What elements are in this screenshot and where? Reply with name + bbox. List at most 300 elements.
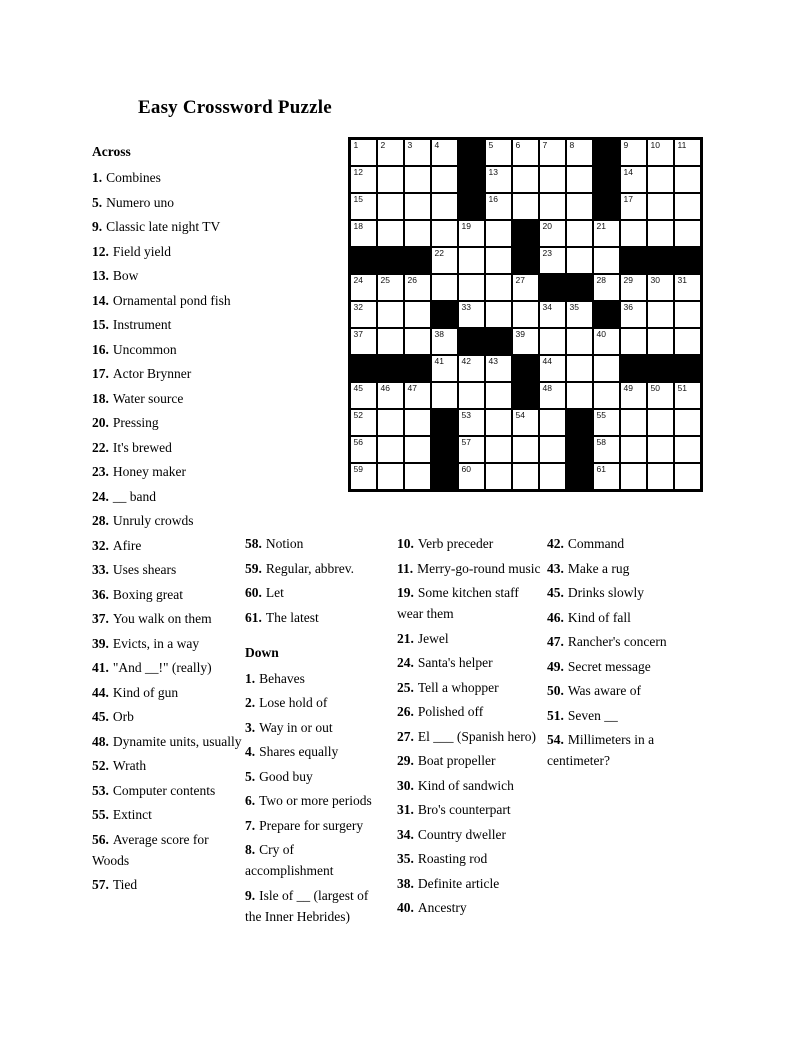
answer-cell[interactable] bbox=[513, 437, 538, 462]
answer-cell[interactable] bbox=[540, 437, 565, 462]
cell-number: 48 bbox=[542, 383, 552, 393]
clue-text: Let bbox=[265, 585, 284, 600]
cell-number: 11 bbox=[677, 140, 687, 150]
clue-number: 50. bbox=[547, 683, 564, 698]
clue-number: 4. bbox=[245, 744, 256, 759]
clue-number: 39. bbox=[92, 635, 109, 651]
clue-text: Dynamite units, usually bbox=[112, 733, 242, 749]
clue-text: Notion bbox=[265, 536, 304, 551]
clue-number: 18. bbox=[92, 390, 109, 406]
clue-number: 22. bbox=[92, 439, 109, 455]
answer-cell[interactable] bbox=[432, 221, 457, 246]
cell-number: 50 bbox=[650, 383, 660, 393]
clue-number: 35. bbox=[397, 851, 414, 866]
clue-number: 28. bbox=[92, 513, 109, 528]
answer-cell[interactable] bbox=[459, 275, 484, 300]
answer-cell[interactable] bbox=[432, 275, 457, 300]
clue-text: Numero uno bbox=[106, 194, 174, 210]
answer-cell[interactable] bbox=[594, 464, 619, 489]
clue-item bbox=[92, 265, 242, 286]
answer-cell[interactable] bbox=[351, 167, 376, 192]
answer-cell[interactable] bbox=[621, 383, 646, 408]
clue-text: Tell a whopper bbox=[417, 679, 499, 695]
cell-number: 26 bbox=[407, 275, 417, 285]
answer-cell[interactable] bbox=[378, 140, 403, 165]
answer-cell[interactable] bbox=[351, 194, 376, 219]
clue-item bbox=[92, 608, 242, 629]
answer-cell[interactable] bbox=[540, 194, 565, 219]
cell-number: 40 bbox=[596, 329, 606, 339]
black-cell bbox=[378, 248, 403, 273]
answer-cell[interactable] bbox=[594, 221, 619, 246]
cell-number: 45 bbox=[353, 383, 363, 393]
answer-cell[interactable] bbox=[540, 221, 565, 246]
down-clues-column-2 bbox=[397, 533, 547, 922]
answer-cell[interactable] bbox=[621, 464, 646, 489]
clue-text: Classic late night TV bbox=[106, 219, 221, 234]
answer-cell[interactable] bbox=[459, 410, 484, 435]
answer-cell[interactable] bbox=[648, 275, 673, 300]
clue-text: Regular, abbrev. bbox=[265, 560, 355, 576]
answer-cell[interactable] bbox=[405, 275, 430, 300]
clue-number: 46. bbox=[547, 609, 564, 625]
answer-cell[interactable] bbox=[540, 248, 565, 273]
black-cell bbox=[459, 167, 484, 192]
answer-cell[interactable] bbox=[621, 329, 646, 354]
clue-number: 51. bbox=[547, 707, 564, 723]
clue-item bbox=[547, 631, 703, 652]
clue-item bbox=[245, 790, 383, 811]
answer-cell[interactable] bbox=[594, 356, 619, 381]
answer-cell[interactable] bbox=[648, 167, 673, 192]
answer-cell[interactable] bbox=[675, 329, 700, 354]
answer-cell[interactable] bbox=[378, 383, 403, 408]
cell-number: 60 bbox=[461, 464, 471, 474]
clue-text: Verb preceder bbox=[417, 536, 494, 551]
clue-number: 24. bbox=[92, 488, 109, 504]
clue-text: Wrath bbox=[112, 758, 147, 773]
clue-number: 17. bbox=[92, 366, 109, 381]
clue-number: 27. bbox=[397, 728, 414, 744]
answer-cell[interactable] bbox=[513, 464, 538, 489]
black-cell bbox=[594, 302, 619, 327]
clue-item bbox=[245, 607, 383, 628]
answer-cell[interactable] bbox=[540, 140, 565, 165]
answer-cell[interactable] bbox=[486, 383, 511, 408]
clue-number: 59. bbox=[245, 560, 262, 576]
answer-cell[interactable] bbox=[432, 140, 457, 165]
clue-text: Merry-go-round music bbox=[417, 560, 541, 576]
clue-item bbox=[397, 652, 547, 673]
clue-text: Cry of accomplishment bbox=[245, 842, 334, 878]
answer-cell[interactable] bbox=[486, 302, 511, 327]
clue-text: Polished off bbox=[417, 704, 484, 719]
clue-text: Kind of fall bbox=[567, 609, 631, 625]
answer-cell[interactable] bbox=[567, 221, 592, 246]
clue-text: Uses shears bbox=[112, 562, 177, 577]
cell-number: 20 bbox=[542, 221, 552, 231]
answer-cell[interactable] bbox=[351, 410, 376, 435]
answer-cell[interactable] bbox=[621, 194, 646, 219]
answer-cell[interactable] bbox=[675, 221, 700, 246]
answer-cell[interactable] bbox=[378, 221, 403, 246]
answer-cell[interactable] bbox=[567, 356, 592, 381]
answer-cell[interactable] bbox=[621, 302, 646, 327]
cell-number: 30 bbox=[650, 275, 660, 285]
black-cell bbox=[513, 221, 538, 246]
cell-number: 46 bbox=[380, 383, 390, 393]
answer-cell[interactable] bbox=[621, 140, 646, 165]
clue-number: 54. bbox=[547, 732, 564, 747]
clue-number: 31. bbox=[397, 802, 414, 817]
answer-cell[interactable] bbox=[378, 437, 403, 462]
clue-text: Isle of __ (largest of the Inner Hebrides) bbox=[245, 887, 369, 924]
clue-item bbox=[397, 701, 547, 722]
answer-cell[interactable] bbox=[594, 410, 619, 435]
answer-cell[interactable] bbox=[567, 140, 592, 165]
answer-cell[interactable] bbox=[351, 140, 376, 165]
clue-item bbox=[245, 582, 383, 603]
cell-number: 22 bbox=[434, 248, 444, 258]
black-cell bbox=[594, 140, 619, 165]
answer-cell[interactable] bbox=[486, 464, 511, 489]
clue-item bbox=[92, 437, 242, 458]
answer-cell[interactable] bbox=[594, 248, 619, 273]
clue-text: Field yield bbox=[112, 243, 171, 259]
answer-cell[interactable] bbox=[675, 194, 700, 219]
answer-cell[interactable] bbox=[459, 437, 484, 462]
clue-number: 38. bbox=[397, 875, 414, 891]
cell-number: 59 bbox=[353, 464, 363, 474]
clue-item bbox=[245, 741, 383, 762]
answer-cell[interactable] bbox=[648, 194, 673, 219]
clue-text: The latest bbox=[265, 609, 319, 625]
answer-cell[interactable] bbox=[405, 410, 430, 435]
cell-number: 18 bbox=[353, 221, 363, 231]
answer-cell[interactable] bbox=[567, 329, 592, 354]
answer-cell[interactable] bbox=[621, 437, 646, 462]
clue-item bbox=[92, 388, 242, 409]
answer-cell[interactable] bbox=[540, 383, 565, 408]
clue-text: Some kitchen staff wear them bbox=[397, 585, 519, 621]
answer-cell[interactable] bbox=[405, 140, 430, 165]
answer-cell[interactable] bbox=[621, 221, 646, 246]
answer-cell[interactable] bbox=[486, 437, 511, 462]
answer-cell[interactable] bbox=[378, 275, 403, 300]
answer-cell[interactable] bbox=[648, 140, 673, 165]
clue-item bbox=[547, 680, 703, 701]
answer-cell[interactable] bbox=[621, 410, 646, 435]
black-cell bbox=[594, 167, 619, 192]
answer-cell[interactable] bbox=[594, 437, 619, 462]
clue-item bbox=[397, 848, 547, 869]
answer-cell[interactable] bbox=[513, 275, 538, 300]
clue-number: 44. bbox=[92, 684, 109, 700]
cell-number: 33 bbox=[461, 302, 471, 312]
cell-number: 51 bbox=[677, 383, 687, 393]
clue-item bbox=[397, 775, 547, 796]
cell-number: 6 bbox=[515, 140, 521, 150]
clue-number: 9. bbox=[245, 887, 256, 903]
answer-cell[interactable] bbox=[621, 167, 646, 192]
clue-item bbox=[92, 657, 242, 678]
clue-number: 43. bbox=[547, 560, 564, 576]
answer-cell[interactable] bbox=[432, 329, 457, 354]
answer-cell[interactable] bbox=[378, 464, 403, 489]
clue-number: 13. bbox=[92, 268, 109, 283]
clue-number: 3. bbox=[245, 719, 256, 735]
cell-number: 47 bbox=[407, 383, 417, 393]
answer-cell[interactable] bbox=[405, 221, 430, 246]
clue-text: Good buy bbox=[259, 768, 313, 784]
clue-text: Pressing bbox=[112, 415, 159, 430]
clue-number: 1. bbox=[92, 170, 103, 185]
cell-number: 42 bbox=[461, 356, 471, 366]
clue-text: Honey maker bbox=[112, 464, 186, 479]
cell-number: 2 bbox=[380, 140, 386, 150]
answer-cell[interactable] bbox=[486, 221, 511, 246]
answer-cell[interactable] bbox=[432, 248, 457, 273]
clue-item bbox=[92, 804, 242, 825]
clue-text: Water source bbox=[112, 390, 184, 406]
answer-cell[interactable] bbox=[405, 302, 430, 327]
answer-cell[interactable] bbox=[675, 302, 700, 327]
answer-cell[interactable] bbox=[405, 437, 430, 462]
clue-number: 16. bbox=[92, 341, 109, 357]
cell-number: 4 bbox=[434, 140, 440, 150]
cell-number: 9 bbox=[623, 140, 629, 150]
answer-cell[interactable] bbox=[432, 356, 457, 381]
answer-cell[interactable] bbox=[351, 464, 376, 489]
answer-cell[interactable] bbox=[513, 140, 538, 165]
cell-number: 15 bbox=[353, 194, 363, 204]
clue-text: Millimeters in a centimeter? bbox=[547, 732, 655, 768]
cell-number: 38 bbox=[434, 329, 444, 339]
cell-number: 3 bbox=[407, 140, 413, 150]
clue-item bbox=[92, 829, 242, 871]
clue-item bbox=[92, 559, 242, 580]
clue-item bbox=[92, 167, 242, 188]
answer-cell[interactable] bbox=[378, 167, 403, 192]
black-cell bbox=[351, 248, 376, 273]
answer-cell[interactable] bbox=[486, 248, 511, 273]
cell-number: 16 bbox=[488, 194, 498, 204]
answer-cell[interactable] bbox=[351, 221, 376, 246]
answer-cell[interactable] bbox=[405, 329, 430, 354]
answer-cell[interactable] bbox=[648, 221, 673, 246]
answer-cell[interactable] bbox=[648, 329, 673, 354]
clue-number: 52. bbox=[92, 758, 109, 773]
answer-cell[interactable] bbox=[351, 329, 376, 354]
answer-cell[interactable] bbox=[594, 275, 619, 300]
black-cell bbox=[405, 248, 430, 273]
cell-number: 10 bbox=[650, 140, 660, 150]
answer-cell[interactable] bbox=[648, 464, 673, 489]
answer-cell[interactable] bbox=[675, 464, 700, 489]
clue-text: Orb bbox=[112, 709, 134, 724]
answer-cell[interactable] bbox=[513, 194, 538, 219]
black-cell bbox=[567, 275, 592, 300]
answer-cell[interactable] bbox=[540, 356, 565, 381]
answer-cell[interactable] bbox=[513, 329, 538, 354]
answer-cell[interactable] bbox=[432, 194, 457, 219]
cell-number: 17 bbox=[623, 194, 633, 204]
answer-cell[interactable] bbox=[675, 275, 700, 300]
clue-number: 1. bbox=[245, 670, 256, 686]
clue-text: Afire bbox=[112, 537, 142, 553]
answer-cell[interactable] bbox=[351, 383, 376, 408]
clue-number: 49. bbox=[547, 658, 564, 674]
clue-item bbox=[92, 241, 242, 262]
black-cell bbox=[540, 275, 565, 300]
cell-number: 25 bbox=[380, 275, 390, 285]
answer-cell[interactable] bbox=[675, 140, 700, 165]
answer-cell[interactable] bbox=[567, 302, 592, 327]
clue-text: __ band bbox=[112, 488, 156, 504]
clue-number: 2. bbox=[245, 695, 256, 710]
cell-number: 5 bbox=[488, 140, 494, 150]
answer-cell[interactable] bbox=[432, 383, 457, 408]
clue-number: 9. bbox=[92, 219, 103, 234]
clue-number: 15. bbox=[92, 317, 109, 332]
clue-text: Roasting rod bbox=[417, 851, 488, 866]
black-cell bbox=[432, 437, 457, 462]
cell-number: 8 bbox=[569, 140, 575, 150]
answer-cell[interactable] bbox=[405, 194, 430, 219]
answer-cell[interactable] bbox=[486, 194, 511, 219]
answer-cell[interactable] bbox=[486, 410, 511, 435]
cell-number: 27 bbox=[515, 275, 525, 285]
answer-cell[interactable] bbox=[351, 437, 376, 462]
clue-number: 5. bbox=[245, 768, 256, 784]
answer-cell[interactable] bbox=[459, 248, 484, 273]
answer-cell[interactable] bbox=[540, 167, 565, 192]
cell-number: 56 bbox=[353, 437, 363, 447]
clue-item bbox=[245, 815, 383, 836]
answer-cell[interactable] bbox=[351, 302, 376, 327]
clue-text: El ___ (Spanish hero) bbox=[417, 728, 536, 744]
answer-cell[interactable] bbox=[675, 410, 700, 435]
answer-cell[interactable] bbox=[648, 437, 673, 462]
black-cell bbox=[513, 248, 538, 273]
clue-item bbox=[397, 582, 547, 624]
answer-cell[interactable] bbox=[405, 383, 430, 408]
answer-cell[interactable] bbox=[378, 194, 403, 219]
answer-cell[interactable] bbox=[567, 167, 592, 192]
clue-text: Actor Brynner bbox=[112, 366, 192, 381]
clue-item bbox=[245, 717, 383, 738]
answer-cell[interactable] bbox=[486, 356, 511, 381]
answer-cell[interactable] bbox=[513, 167, 538, 192]
clue-number: 45. bbox=[547, 585, 564, 600]
answer-cell[interactable] bbox=[459, 383, 484, 408]
answer-cell[interactable] bbox=[378, 329, 403, 354]
answer-cell[interactable] bbox=[405, 167, 430, 192]
cell-number: 43 bbox=[488, 356, 498, 366]
clue-item bbox=[92, 780, 242, 801]
clue-item bbox=[92, 290, 242, 311]
answer-cell[interactable] bbox=[675, 383, 700, 408]
clue-text: Bow bbox=[112, 268, 139, 283]
clue-text: It's brewed bbox=[112, 439, 172, 455]
clue-item bbox=[245, 885, 383, 927]
black-cell bbox=[567, 464, 592, 489]
clue-item bbox=[92, 633, 242, 654]
answer-cell[interactable] bbox=[486, 167, 511, 192]
answer-cell[interactable] bbox=[594, 383, 619, 408]
clue-number: 25. bbox=[397, 679, 414, 695]
answer-cell[interactable] bbox=[648, 383, 673, 408]
cell-number: 12 bbox=[353, 167, 363, 177]
answer-cell[interactable] bbox=[567, 383, 592, 408]
clue-text: Extinct bbox=[112, 807, 152, 822]
answer-cell[interactable] bbox=[567, 194, 592, 219]
clue-number: 40. bbox=[397, 900, 414, 915]
answer-cell[interactable] bbox=[648, 302, 673, 327]
answer-cell[interactable] bbox=[432, 167, 457, 192]
cell-number: 53 bbox=[461, 410, 471, 420]
clue-item bbox=[92, 510, 242, 531]
clue-text: Shares equally bbox=[259, 744, 339, 759]
answer-cell[interactable] bbox=[513, 410, 538, 435]
across-clue-list-continued bbox=[245, 533, 383, 628]
answer-cell[interactable] bbox=[486, 140, 511, 165]
answer-cell[interactable] bbox=[540, 302, 565, 327]
clue-item bbox=[547, 533, 703, 554]
clue-text: Combines bbox=[106, 170, 161, 185]
answer-cell[interactable] bbox=[648, 410, 673, 435]
answer-cell[interactable] bbox=[567, 248, 592, 273]
answer-cell[interactable] bbox=[675, 167, 700, 192]
answer-cell[interactable] bbox=[459, 221, 484, 246]
answer-cell[interactable] bbox=[378, 410, 403, 435]
cell-number: 7 bbox=[542, 140, 548, 150]
answer-cell[interactable] bbox=[378, 302, 403, 327]
clue-number: 5. bbox=[92, 194, 103, 210]
clue-item bbox=[92, 314, 242, 335]
clue-item bbox=[547, 729, 703, 771]
answer-cell[interactable] bbox=[675, 437, 700, 462]
answer-cell[interactable] bbox=[351, 275, 376, 300]
answer-cell[interactable] bbox=[513, 302, 538, 327]
clue-item bbox=[547, 558, 703, 579]
black-cell bbox=[351, 356, 376, 381]
across-clue-list-main bbox=[92, 167, 242, 895]
clue-number: 58. bbox=[245, 536, 262, 551]
cell-number: 32 bbox=[353, 302, 363, 312]
answer-cell[interactable] bbox=[540, 410, 565, 435]
clue-text: "And __!" (really) bbox=[112, 660, 212, 675]
clue-number: 45. bbox=[92, 709, 109, 724]
answer-cell[interactable] bbox=[621, 275, 646, 300]
clue-number: 42. bbox=[547, 536, 564, 551]
answer-cell[interactable] bbox=[540, 329, 565, 354]
answer-cell[interactable] bbox=[459, 464, 484, 489]
answer-cell[interactable] bbox=[459, 302, 484, 327]
answer-cell[interactable] bbox=[405, 464, 430, 489]
answer-cell[interactable] bbox=[540, 464, 565, 489]
answer-cell[interactable] bbox=[594, 329, 619, 354]
answer-cell[interactable] bbox=[486, 275, 511, 300]
clue-text: Boxing great bbox=[112, 586, 183, 602]
answer-cell[interactable] bbox=[459, 356, 484, 381]
clue-item bbox=[92, 461, 242, 482]
clue-item bbox=[547, 582, 703, 603]
black-cell bbox=[459, 329, 484, 354]
clue-text: Instrument bbox=[112, 317, 172, 332]
clue-number: 11. bbox=[397, 560, 414, 576]
cell-number: 13 bbox=[488, 167, 498, 177]
